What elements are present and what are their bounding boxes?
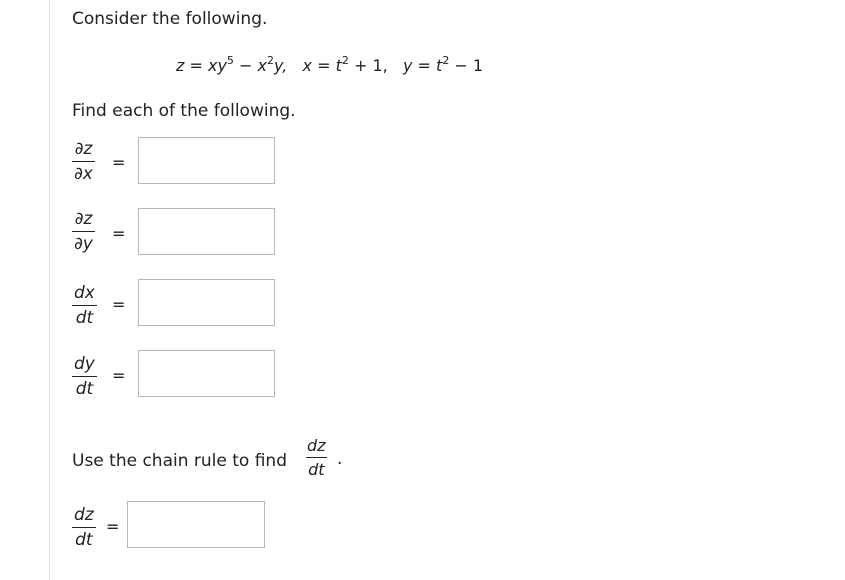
chain-rule-instruction: Use the chain rule to find xyxy=(72,451,287,471)
chain-period: . xyxy=(337,449,343,469)
eq-term2-exp: 2 xyxy=(266,54,274,67)
answer-input-dz-dy[interactable] xyxy=(138,208,275,255)
fraction-dy-dt xyxy=(72,356,97,398)
fraction-denominator: ∂x xyxy=(74,164,93,184)
left-divider xyxy=(49,0,50,580)
fraction-dz-dt xyxy=(72,507,96,549)
fraction-numerator: dz xyxy=(74,505,94,525)
eq-y-tail: − 1 xyxy=(449,56,484,75)
fraction-denominator: ∂y xyxy=(74,234,93,254)
fraction-numerator: ∂z xyxy=(74,209,93,229)
eq-term2-base: x xyxy=(257,56,267,75)
answer-input-dz-dx[interactable] xyxy=(138,137,275,184)
eq-z-lhs: z = xyxy=(176,56,208,75)
eq-x-exp: 2 xyxy=(341,54,349,67)
fraction-numerator: dy xyxy=(74,354,95,374)
equals-sign: = xyxy=(112,295,126,314)
fraction-numerator: dx xyxy=(74,283,95,303)
fraction-denominator: dt xyxy=(75,308,94,328)
eq-y-exp: 2 xyxy=(442,54,450,67)
fraction-dx-dt xyxy=(72,285,97,327)
eq-term2-tail: y, xyxy=(273,56,288,75)
answer-input-dy-dt[interactable] xyxy=(138,350,275,397)
equals-sign: = xyxy=(112,224,126,243)
answer-input-dz-dt[interactable] xyxy=(127,501,265,548)
fraction-numerator: dz xyxy=(307,436,326,455)
eq-x-def: x = t xyxy=(302,56,342,75)
fraction-numerator: ∂z xyxy=(74,139,93,159)
answer-input-dx-dt[interactable] xyxy=(138,279,275,326)
find-instruction: Find each of the following. xyxy=(72,101,296,121)
fraction-denominator: dt xyxy=(308,460,325,479)
eq-x-tail: + 1, xyxy=(348,56,388,75)
eq-y-def: y = t xyxy=(402,56,443,75)
given-equations xyxy=(176,56,483,75)
equals-sign: = xyxy=(112,153,126,172)
fraction-chain-dz-dt xyxy=(306,438,327,478)
eq-minus: − xyxy=(233,56,258,75)
equals-sign: = xyxy=(106,517,120,536)
intro-text: Consider the following. xyxy=(72,9,268,29)
eq-term1-base: xy xyxy=(207,56,227,75)
fraction-dz-dx xyxy=(72,141,95,183)
equals-sign: = xyxy=(112,366,126,385)
fraction-denominator: dt xyxy=(75,530,93,550)
fraction-denominator: dt xyxy=(75,379,94,399)
fraction-dz-dy xyxy=(72,211,95,253)
eq-term1-exp: 5 xyxy=(226,54,234,67)
